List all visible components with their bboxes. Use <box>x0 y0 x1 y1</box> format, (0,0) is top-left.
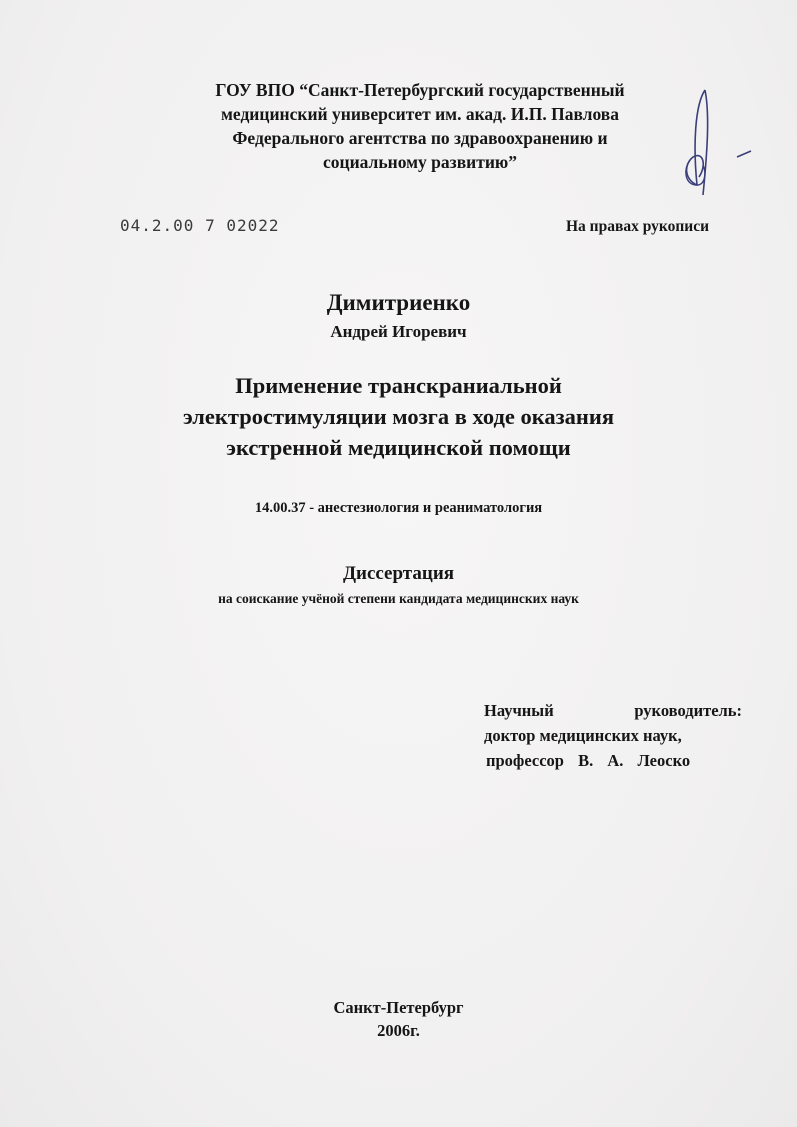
institution-line: Федерального агентства по здравоохранению и <box>232 128 608 148</box>
author-given-names: Андрей Игоревич <box>330 322 467 341</box>
document-type: Диссертация <box>342 563 455 584</box>
specialty-code: 14.00.37 - анестезиология и реаниматология <box>254 500 543 516</box>
title-line: экстренной медицинской помощи <box>226 435 571 460</box>
advisor-label-word: Научный <box>484 701 554 720</box>
handwritten-signature-icon <box>655 85 765 205</box>
institution-line: ГОУ ВПО “Санкт-Петербургский государственный <box>215 80 625 100</box>
title-line: Применение транскраниальной <box>235 373 562 398</box>
advisor-name: профессор В. А. Леоско <box>486 751 691 770</box>
advisor-label-word: руководитель: <box>634 701 742 720</box>
advisor-degree: доктор медицинских наук, <box>484 726 682 745</box>
institution-header <box>150 78 690 174</box>
scientific-advisor-block <box>484 698 742 773</box>
institution-line: социальному развитию” <box>322 152 518 172</box>
manuscript-rights-note: На правах рукописи <box>566 218 710 235</box>
advisor-label <box>484 698 742 723</box>
year: 2006г. <box>377 1021 420 1040</box>
title-line: электростимуляции мозга в ходе оказания <box>182 404 614 429</box>
registration-stamp-number: 04.2.00 7 02022 <box>120 216 280 235</box>
degree-line: на соискание учёной степени кандидата медицинских наук <box>218 591 579 606</box>
author-surname: Димитриенко <box>326 290 471 315</box>
institution-line: медицинский университет им. акад. И.П. Павлова <box>220 104 620 124</box>
dissertation-title <box>0 370 797 463</box>
city: Санкт-Петербург <box>333 998 464 1017</box>
